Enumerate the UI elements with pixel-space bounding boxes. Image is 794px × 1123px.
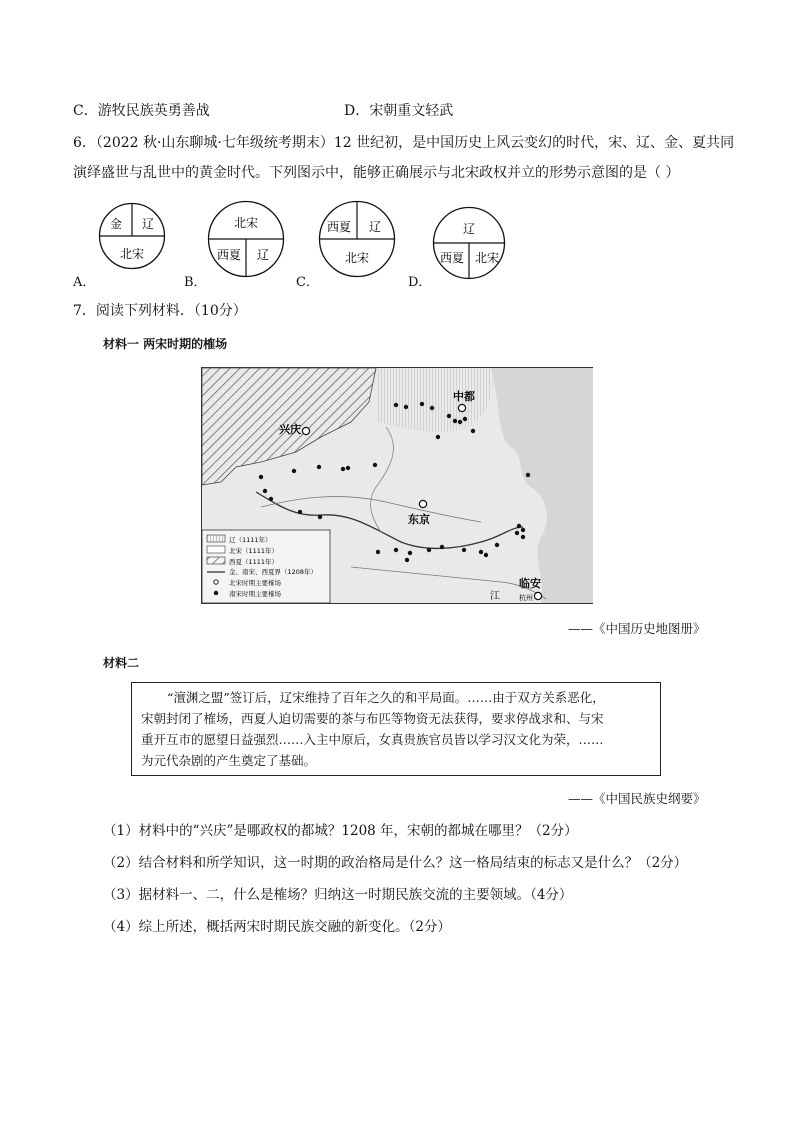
q7-title: 7．阅读下列材料．（10分） xyxy=(73,303,247,319)
market-dot xyxy=(479,550,483,554)
market-dot xyxy=(484,553,488,557)
region-label: 北宋 xyxy=(119,247,145,261)
market-dot xyxy=(269,497,273,501)
material-2-box xyxy=(131,682,661,776)
q6-option-d-letter: D． xyxy=(408,275,432,290)
region-label: 辽 xyxy=(368,220,382,234)
city-marker-dongjing xyxy=(419,500,426,507)
city-label-linan: 临安 xyxy=(519,577,541,590)
material-2-line4: 为元代杂剧的产生奠定了基础。 xyxy=(141,753,317,768)
q6-option-a-letter: A． xyxy=(73,275,96,290)
q6-stem-line2: 演绎盛世与乱世中的黄金时代。下列图示中，能够正确展示与北宋政权并立的形势示意图的是（ ） xyxy=(73,165,680,181)
market-dot xyxy=(373,463,377,467)
region-label: 北宋 xyxy=(474,251,500,265)
region-label: 西夏 xyxy=(439,251,465,265)
legend-text-border: 金、南宋、西夏界（1208年） xyxy=(229,568,318,576)
material-2-source: ——《中国民族史纲要》 xyxy=(568,791,706,806)
region-label: 辽 xyxy=(462,222,476,236)
market-dot xyxy=(346,466,350,470)
region-label: 北宋 xyxy=(344,251,370,265)
market-dot xyxy=(394,548,398,552)
city-marker-zhongdu xyxy=(458,404,465,411)
material-2-line1: “澶渊之盟”签订后，辽宋维持了百年之久的和平局面。……由于双方关系恶化， xyxy=(167,690,605,705)
material-1-label: 材料一 两宋时期的榷场 xyxy=(103,337,228,351)
market-dot xyxy=(259,475,263,479)
city-label-xingqing: 兴庆 xyxy=(279,423,301,436)
market-dot xyxy=(515,531,519,535)
material-2-line2: 宋朝封闭了榷场，西夏人迫切需要的茶与布匹等物资无法获得，要求停战求和、与宋 xyxy=(141,711,604,726)
market-dot xyxy=(526,473,530,477)
market-dot xyxy=(292,469,296,473)
market-dot xyxy=(521,528,525,532)
market-dot xyxy=(376,550,380,554)
market-dot xyxy=(471,429,475,433)
market-dot xyxy=(427,548,431,552)
material-2-label: 材料二 xyxy=(103,656,140,670)
market-dot xyxy=(447,414,451,418)
city-marker-xingqing xyxy=(302,427,309,434)
market-dot xyxy=(405,558,409,562)
q7-subquestion-4: （4）综上所述，概括两宋时期民族交融的新变化。（2分） xyxy=(103,919,451,935)
legend-text-liao: 辽（1111年） xyxy=(229,536,272,544)
legend-text-xixia: 西夏（1111年） xyxy=(229,558,279,566)
market-dot xyxy=(298,510,302,514)
market-dot xyxy=(436,435,440,439)
material-1-source: ——《中国历史地图册》 xyxy=(568,621,706,636)
map-label-jiang: 江 xyxy=(490,591,500,602)
market-dot xyxy=(495,543,499,547)
city-label-hangzhou: 杭州 xyxy=(519,594,533,602)
region-label: 西夏 xyxy=(326,220,352,234)
market-dot xyxy=(463,417,467,421)
city-marker-linan xyxy=(534,592,541,599)
q7-subquestion-3: （3）据材料一、二，什么是榷场？归纳这一时期民族交流的主要领域。（4分） xyxy=(103,887,573,903)
region-label: 北宋 xyxy=(233,216,259,230)
song-markets-map xyxy=(201,367,593,604)
q6-stem-line1: 6．（2022 秋·山东聊城·七年级统考期末）12 世纪初，是中国历史上风云变幻的时代，宋、辽、金、夏共同 xyxy=(73,135,735,151)
market-dot xyxy=(318,515,322,519)
q5-option-d: D．宋朝重文轻武 xyxy=(344,103,454,119)
market-dot xyxy=(420,402,424,406)
market-dot xyxy=(440,545,444,549)
q6-option-a-diagram xyxy=(98,202,166,270)
legend-swatch-bs-market xyxy=(214,580,218,584)
region-label: 辽 xyxy=(256,248,270,262)
market-dot xyxy=(458,420,462,424)
market-dot xyxy=(317,465,321,469)
market-dot xyxy=(408,551,412,555)
region-label: 西夏 xyxy=(216,248,242,262)
legend-swatch-xixia xyxy=(207,557,225,564)
legend-swatch-song xyxy=(207,546,225,553)
city-label-zhongdu: 中都 xyxy=(453,390,475,403)
legend-text-bs-market: 北宋时期主要榷场 xyxy=(229,579,281,587)
legend-text-song: 北宋（1111年） xyxy=(229,547,279,555)
market-dot xyxy=(341,467,345,471)
region-label: 金 xyxy=(109,217,123,231)
q6-option-b-letter: B． xyxy=(184,275,207,290)
market-dot xyxy=(263,489,267,493)
region-label: 辽 xyxy=(141,217,155,231)
material-2-line3: 重开互市的愿望日益强烈……入主中原后，女真贵族官员皆以学习汉文化为荣，…… xyxy=(141,732,604,747)
q6-option-c-diagram xyxy=(318,200,396,278)
legend-text-ns-market: 南宋时期主要榷场 xyxy=(229,590,281,598)
q6-option-c-letter: C． xyxy=(296,275,319,290)
q6-option-d-diagram xyxy=(432,206,506,280)
market-dot xyxy=(517,524,521,528)
market-dot xyxy=(430,406,434,410)
legend-swatch-liao xyxy=(207,535,225,542)
market-dot xyxy=(404,405,408,409)
legend-swatch-ns-market xyxy=(214,591,218,595)
market-dot xyxy=(521,535,525,539)
q7-subquestion-2: （2）结合材料和所学知识，这一时期的政治格局是什么？这一格局结束的标志又是什么？（2分） xyxy=(103,855,688,871)
market-dot xyxy=(394,403,398,407)
q5-option-c: C．游牧民族英勇善战 xyxy=(73,103,210,119)
city-label-dongjing: 东京 xyxy=(408,513,430,526)
q6-option-b-diagram xyxy=(207,200,285,278)
market-dot xyxy=(453,419,457,423)
market-dot xyxy=(462,548,466,552)
q7-subquestion-1: （1）材料中的“兴庆”是哪政权的都城？1208 年，宋朝的都城在哪里？（2分） xyxy=(103,823,578,839)
